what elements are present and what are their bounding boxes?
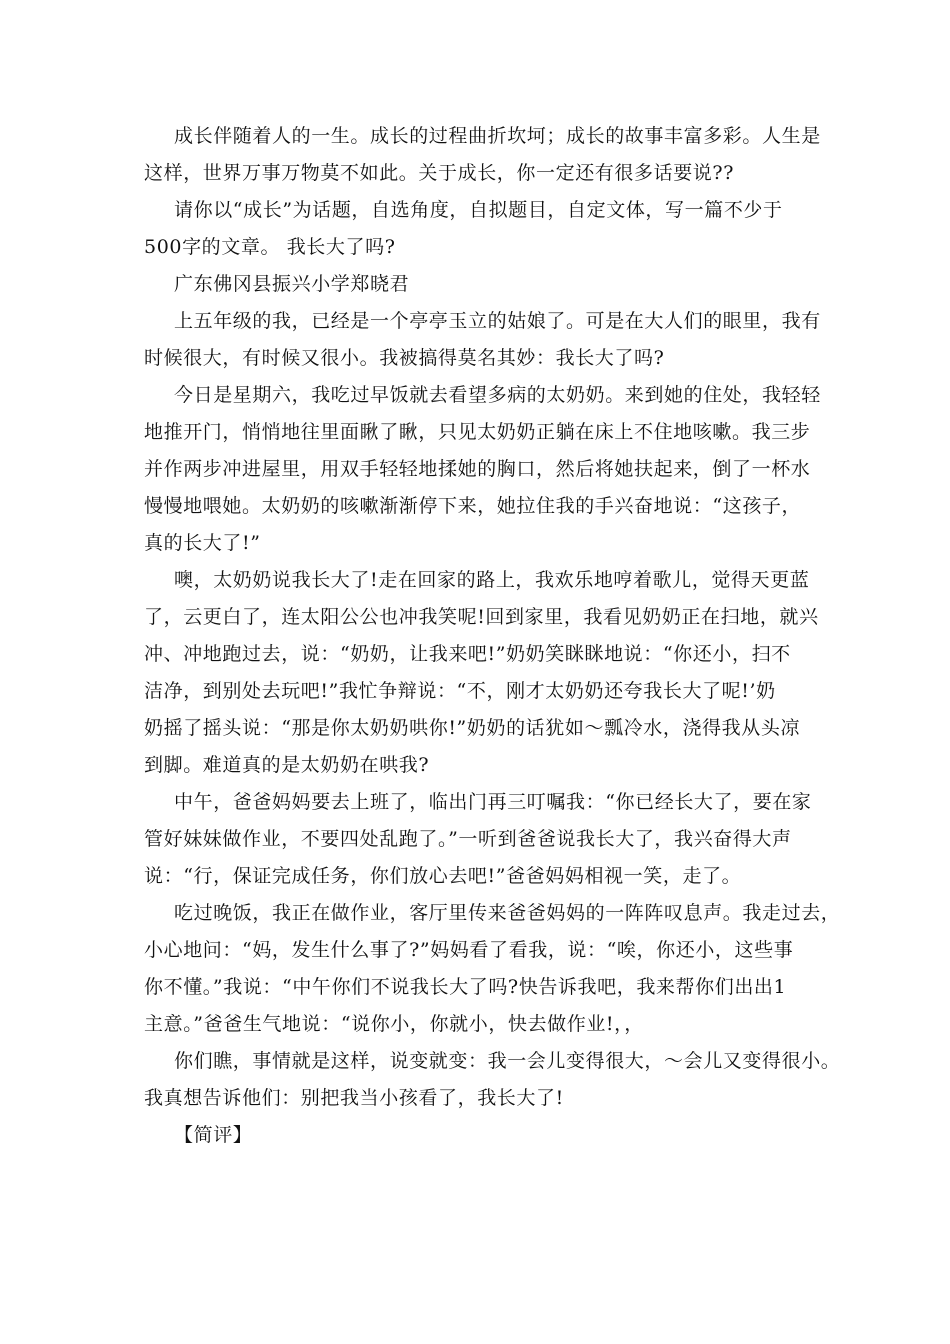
text-line: 地推开门，悄悄地往里面瞅了瞅，只见太奶奶正躺在床上不住地咳嗽。我三步 [144, 421, 811, 443]
text-line: 慢慢地喂她。太奶奶的咳嗽渐渐停下来，她拉住我的手兴奋地说：“这孩子， [144, 495, 802, 517]
text-line: 奶摇了摇头说：“那是你太奶奶哄你!”奶奶的话犹如～瓢冷水，浇得我从头凉 [144, 717, 801, 739]
text-line: 说：“行，保证完成任务，你们放心去吧!”爸爸妈妈相视一笑，走了。 [144, 865, 742, 887]
text-line: 小心地问：“妈，发生什么事了?”妈妈看了看我，说：“唉，你还小，这些事 [144, 939, 794, 961]
text-line: 到脚。难道真的是太奶奶在哄我? [144, 754, 430, 776]
text-line: 中午，爸爸妈妈要去上班了，临出门再三叮嘱我：“你已经长大了，要在家 [174, 791, 812, 813]
text-line: 你们瞧，事情就是这样，说变就变：我一会儿变得很大，～会儿又变得很小。 [174, 1050, 841, 1072]
text-line: 请你以“成长”为话题，自选角度，自拟题目，自定文体，写一篇不少于 [174, 199, 783, 221]
text-line: 这样，世界万事万物莫不如此。关于成长，你一定还有很多话要说?? [144, 162, 734, 184]
text-line: 冲、冲地跑过去，说：“奶奶，让我来吧!”奶奶笑眯眯地说：“你还小，扫不 [144, 643, 791, 665]
text-line: 500字的文章。 我长大了吗? [144, 236, 396, 258]
text-line: 今日是星期六，我吃过早饭就去看望多病的太奶奶。来到她的住处，我轻轻 [174, 384, 821, 406]
text-line: 上五年级的我，已经是一个亭亭玉立的姑娘了。可是在大人们的眼里，我有 [174, 310, 821, 332]
text-line: 【简评】 [174, 1124, 253, 1146]
essay-body [144, 118, 841, 1154]
text-line: 并作两步冲进屋里，用双手轻轻地揉她的胸口，然后将她扶起来，倒了一杯水 [144, 458, 811, 480]
text-line: 我真想告诉他们：别把我当小孩看了，我长大了! [144, 1087, 564, 1109]
text-line: 吃过晚饭，我正在做作业，客厅里传来爸爸妈妈的一阵阵叹息声。我走过去， [174, 902, 841, 924]
text-line: 了，云更白了，连太阳公公也冲我笑呢!回到家里，我看见奶奶正在扫地，就兴 [144, 606, 819, 628]
text-line: 成长伴随着人的一生。成长的过程曲折坎坷；成长的故事丰富多彩。人生是 [174, 125, 821, 147]
text-line: 真的长大了!” [144, 532, 261, 554]
text-line: 噢，太奶奶说我长大了!走在回家的路上，我欢乐地哼着歌儿，觉得天更蓝 [174, 569, 810, 591]
text-line: 主意。”爸爸生气地说：“说你小，你就小，快去做作业!，， [144, 1013, 644, 1035]
text-line: 时候很大，有时候又很小。我被搞得莫名其妙：我长大了吗? [144, 347, 665, 369]
text-line: 洁净，到别处去玩吧!”我忙争辩说：“不，刚才太奶奶还夸我长大了呢!’奶 [144, 680, 776, 702]
text-line: 管好妹妹做作业，不要四处乱跑了。”一听到爸爸说我长大了，我兴奋得大声 [144, 828, 792, 850]
text-line: 你不懂。”我说：“中午你们不说我长大了吗?快告诉我吧，我来帮你们出出1 [144, 976, 787, 998]
text-line: 广东佛冈县振兴小学郑晓君 [174, 273, 410, 295]
